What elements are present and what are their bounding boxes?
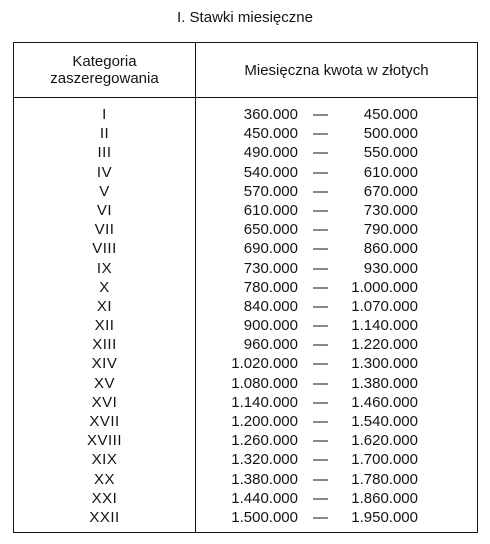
table-row — [14, 105, 477, 124]
amount-from: 610.000 — [243, 201, 298, 219]
range-dash: — — [313, 413, 328, 430]
table-row — [14, 412, 477, 431]
amount-column-header — [196, 43, 477, 97]
category-cell: VIII — [92, 240, 117, 258]
category-cell: I — [102, 106, 107, 123]
table-row — [14, 450, 477, 469]
range-dash: — — [313, 470, 328, 488]
range-dash: — — [313, 106, 328, 123]
amount-from: 1.080.000 — [231, 374, 298, 392]
amount-from: 360.000 — [243, 106, 298, 123]
amount-to: 550.000 — [363, 144, 418, 162]
category-cell: X — [99, 278, 110, 296]
category-cell: XXI — [91, 489, 118, 507]
amount-from: 1.440.000 — [231, 489, 298, 507]
range-dash: — — [313, 125, 328, 143]
amount-from: 490.000 — [243, 144, 298, 162]
range-dash: — — [313, 201, 328, 219]
amount-to: 1.380.000 — [351, 374, 418, 392]
range-dash: — — [313, 221, 328, 239]
table-row — [14, 489, 477, 508]
header-divider — [14, 97, 477, 98]
category-cell: XIV — [91, 355, 118, 373]
amount-to: 930.000 — [363, 259, 418, 277]
table-row — [14, 374, 477, 393]
category-cell: II — [99, 125, 110, 143]
range-dash: — — [313, 182, 328, 200]
category-cell: V — [99, 182, 110, 200]
amount-from: 1.500.000 — [231, 508, 298, 526]
amount-from: 1.020.000 — [231, 355, 298, 373]
amount-to: 1.140.000 — [351, 317, 418, 335]
table-row — [14, 354, 477, 373]
range-dash: — — [313, 336, 328, 354]
amount-header-label: Miesięczna kwota w złotych — [244, 61, 429, 79]
amount-from: 540.000 — [243, 163, 298, 181]
amount-to: 450.000 — [363, 106, 418, 123]
amount-to: 1.780.000 — [351, 470, 418, 488]
table-row — [14, 335, 477, 354]
amount-from: 840.000 — [243, 297, 298, 315]
category-cell: XII — [94, 317, 115, 335]
amount-to: 670.000 — [363, 182, 418, 200]
range-dash: — — [313, 240, 328, 258]
table-row — [14, 182, 477, 201]
amount-from: 650.000 — [243, 221, 298, 239]
amount-to: 1.860.000 — [351, 489, 418, 507]
table-row — [14, 297, 477, 316]
amount-from: 1.320.000 — [231, 451, 298, 469]
category-cell: XV — [93, 374, 115, 392]
table-row — [14, 124, 477, 143]
category-header-line1: Kategoria — [72, 53, 137, 70]
amount-to: 1.540.000 — [351, 413, 418, 430]
table-row — [14, 201, 477, 220]
amount-from: 730.000 — [243, 259, 298, 277]
amount-to: 1.950.000 — [351, 508, 418, 526]
amount-to: 1.000.000 — [351, 278, 418, 296]
category-cell: IV — [96, 163, 113, 181]
table-row — [14, 431, 477, 450]
amount-from: 900.000 — [243, 317, 298, 335]
table-row — [14, 143, 477, 162]
amount-to: 610.000 — [363, 163, 418, 181]
category-header-line2: zaszeregowania — [50, 70, 159, 87]
category-cell: XI — [96, 297, 113, 315]
range-dash: — — [313, 163, 328, 181]
page-title: I. Stawki miesięczne — [177, 9, 313, 26]
category-cell: IX — [96, 259, 113, 277]
category-cell: VII — [94, 221, 115, 239]
range-dash: — — [313, 393, 328, 411]
category-cell: XIII — [92, 336, 117, 354]
category-column-header — [14, 43, 195, 97]
amount-from: 1.200.000 — [231, 413, 298, 430]
table-row — [14, 278, 477, 297]
amount-from: 690.000 — [243, 240, 298, 258]
amount-from: 1.380.000 — [231, 470, 298, 488]
range-dash: — — [313, 317, 328, 335]
amount-from: 450.000 — [243, 125, 298, 143]
range-dash: — — [313, 489, 328, 507]
amount-to: 730.000 — [363, 201, 418, 219]
amount-to: 790.000 — [363, 221, 418, 239]
amount-to: 1.300.000 — [351, 355, 418, 373]
table-row — [14, 316, 477, 335]
category-cell: XIX — [91, 451, 118, 469]
category-cell: XXII — [89, 508, 120, 526]
amount-to: 1.620.000 — [351, 432, 418, 450]
range-dash: — — [313, 508, 328, 526]
category-cell: VI — [96, 201, 113, 219]
category-cell: XVI — [91, 393, 118, 411]
category-cell: XX — [93, 470, 115, 488]
amount-to: 1.070.000 — [351, 297, 418, 315]
amount-from: 780.000 — [243, 278, 298, 296]
salary-rates-table — [13, 42, 478, 533]
table-row — [14, 393, 477, 412]
amount-to: 1.700.000 — [351, 451, 418, 469]
range-dash: — — [313, 432, 328, 450]
category-cell: XVII — [89, 413, 120, 430]
amount-from: 1.260.000 — [231, 432, 298, 450]
amount-from: 960.000 — [243, 336, 298, 354]
category-cell: XVIII — [86, 432, 122, 450]
table-row — [14, 508, 477, 527]
range-dash: — — [313, 259, 328, 277]
range-dash: — — [313, 144, 328, 162]
amount-to: 500.000 — [363, 125, 418, 143]
table-row — [14, 220, 477, 239]
table-row — [14, 259, 477, 278]
amount-to: 860.000 — [363, 240, 418, 258]
range-dash: — — [313, 297, 328, 315]
range-dash: — — [313, 374, 328, 392]
range-dash: — — [313, 278, 328, 296]
table-row — [14, 239, 477, 258]
table-body — [14, 105, 477, 527]
range-dash: — — [313, 451, 328, 469]
category-cell: III — [97, 144, 112, 162]
amount-to: 1.460.000 — [351, 393, 418, 411]
amount-from: 570.000 — [243, 182, 298, 200]
table-row — [14, 163, 477, 182]
amount-to: 1.220.000 — [351, 336, 418, 354]
table-row — [14, 470, 477, 489]
amount-from: 1.140.000 — [231, 393, 298, 411]
range-dash: — — [313, 355, 328, 373]
